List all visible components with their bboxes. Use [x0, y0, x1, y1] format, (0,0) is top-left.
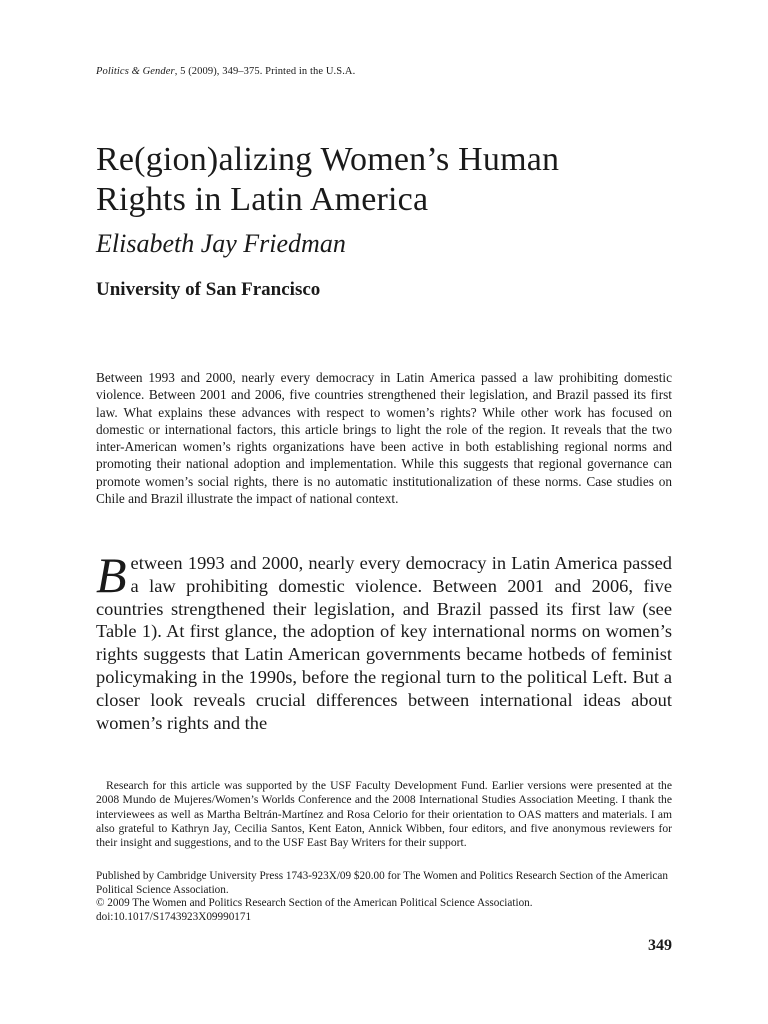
- drop-cap: B: [96, 547, 127, 603]
- body-paragraph: [96, 547, 672, 734]
- copyright-line: © 2009 The Women and Politics Research Section of the American Political Science Association.: [96, 897, 533, 910]
- journal-name: Politics & Gender: [96, 66, 175, 77]
- article-page: [96, 0, 672, 1024]
- acknowledgment-footnote: Research for this article was supported by the USF Faculty Development Fund. Earlier versions were presented at the 2008 Mundo de Mujeres/Women’s Worlds Conference and the 2008 International Studies Association Meeting. I thank the interviewees as well as Martha Beltrán-Martínez and Rosa Celorio for their orientation to OAS matters and materials. I am also grateful to Kathryn Jay, Cecilia Santos, Kent Eaton, Annick Wibben, four editors, and five anonymous reviewers for their insight and suggestions, and to the USF East Bay Writers for their support.: [96, 779, 672, 850]
- journal-citation: , 5 (2009), 349–375. Printed in the U.S.A.: [174, 66, 356, 77]
- running-head: [96, 66, 355, 77]
- article-title-line-1: Re(gion)alizing Women’s Human: [96, 141, 560, 178]
- article-title: [96, 140, 672, 220]
- publication-info: [96, 870, 672, 924]
- publisher-line: Published by Cambridge University Press 1743-923X/09 $20.00 for The Women and Politics Research Section of the American Political Science Association.: [96, 870, 668, 896]
- doi-line: doi:10.1017/S1743923X09990171: [96, 910, 252, 923]
- body-paragraph-text: etween 1993 and 2000, nearly every democracy in Latin America passed a law prohibiting domestic violence. Between 2001 and 2006, five countries strengthened their legislation, and Brazil passed its first law (see Table 1). At first glance, the adoption of key international norms on women’s rights suggests that Latin American governments became hotbeds of feminist policymaking in the 1990s, before the regional turn to the political Left. But a closer look reveals crucial differences between international ideas about women’s rights and the: [96, 553, 672, 733]
- abstract: Between 1993 and 2000, nearly every democracy in Latin America passed a law prohibiting domestic violence. Between 2001 and 2006, five countries strengthened their legislation, and Brazil passed its first law. What explains these advances with respect to women’s rights? While other work has focused on domestic or international factors, this article brings to light the role of the region. It reveals that the two inter-American women’s rights organizations have been active in both establishing regional norms and promoting their national adoption and implementation. While this suggests that regional governance can promote women’s social rights, there is no automatic institutionalization of these norms. Case studies on Chile and Brazil illustrate the impact of national context.: [96, 370, 672, 507]
- author-name: Elisabeth Jay Friedman: [96, 229, 346, 258]
- article-title-line-2: Rights in Latin America: [96, 181, 429, 218]
- author-affiliation: University of San Francisco: [96, 279, 321, 300]
- page-number: 349: [648, 937, 672, 954]
